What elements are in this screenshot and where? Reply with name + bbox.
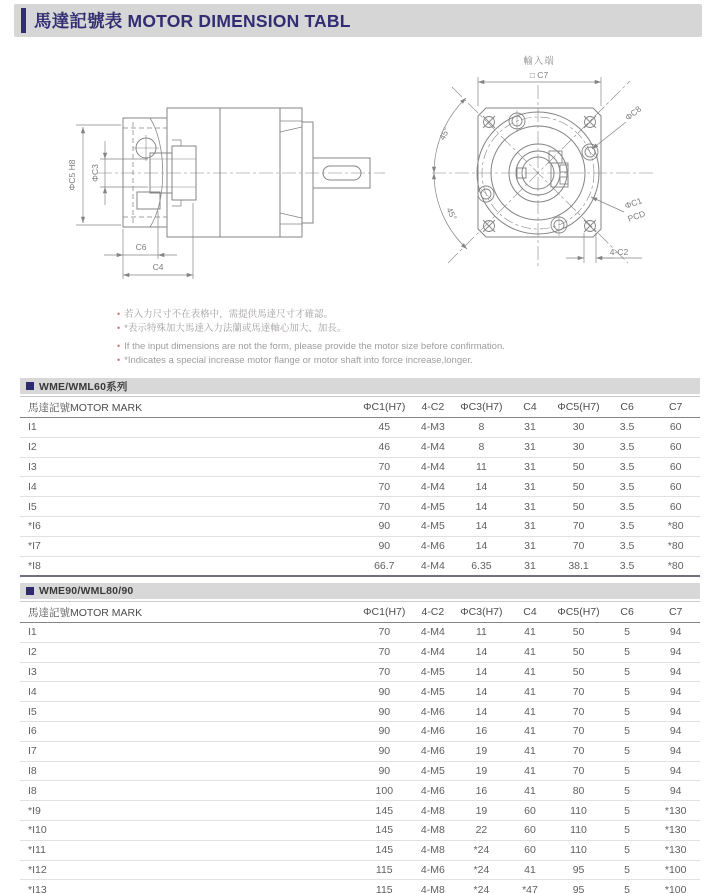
dimension-cell: 60 — [651, 437, 700, 457]
dimension-cell: *47 — [506, 880, 555, 893]
angle-label-upper: 45° — [436, 125, 452, 142]
dimension-cell: 41 — [506, 741, 555, 761]
flange-silhouette-arc — [150, 118, 163, 227]
table-row — [20, 477, 700, 497]
section-title: WME/WML60系列 — [39, 380, 128, 393]
dimension-cell: 3.5 — [603, 437, 652, 457]
dimension-cell: 31 — [506, 497, 555, 517]
dimension-cell: 70 — [360, 662, 409, 682]
note-line — [117, 354, 505, 368]
motor-mark-cell: *I6 — [20, 516, 360, 536]
table-header-row — [20, 602, 700, 623]
table-row — [20, 840, 700, 860]
column-header: 馬達記號MOTOR MARK — [20, 397, 360, 418]
motor-mark-cell: I3 — [20, 662, 360, 682]
dimension-cell: 14 — [457, 662, 506, 682]
motor-mark-cell: I4 — [20, 682, 360, 702]
dimension-cell: 31 — [506, 556, 555, 576]
dimension-cell: 145 — [360, 840, 409, 860]
table-row — [20, 457, 700, 477]
dimension-cell: 70 — [360, 642, 409, 662]
dimension-cell: 3.5 — [603, 556, 652, 576]
dimension-cell: 14 — [457, 642, 506, 662]
note-line — [117, 322, 505, 336]
dimension-cell: 4-M6 — [409, 536, 458, 556]
gear-housing — [167, 108, 280, 237]
dimension-cell: 5 — [603, 781, 652, 801]
dimension-cell: 41 — [506, 702, 555, 722]
note-text: *Indicates a special increase motor flange or motor shaft into force increase,longer. — [124, 354, 473, 366]
dimension-cell: 50 — [554, 477, 603, 497]
dimension-cell: 60 — [506, 820, 555, 840]
dimension-cell: 5 — [603, 761, 652, 781]
dimension-cell: 19 — [457, 761, 506, 781]
dimension-cell: 5 — [603, 840, 652, 860]
dimension-table-wme90-wml80-90 — [20, 601, 700, 893]
dimension-cell: 30 — [554, 418, 603, 438]
dimension-cell: 95 — [554, 860, 603, 880]
end-cap — [302, 122, 313, 223]
dimension-cell: 94 — [651, 721, 700, 741]
dimension-cell: 80 — [554, 781, 603, 801]
dimension-cell: 11 — [457, 457, 506, 477]
section-title: WME90/WML80/90 — [39, 585, 134, 597]
dimension-cell: 90 — [360, 702, 409, 722]
dimension-cell: *130 — [651, 840, 700, 860]
dimension-cell: 70 — [554, 682, 603, 702]
dimension-cell: 4-M4 — [409, 437, 458, 457]
motor-mark-cell: I1 — [20, 623, 360, 643]
dimension-cell: 41 — [506, 721, 555, 741]
table-row — [20, 536, 700, 556]
dimension-cell: 31 — [506, 477, 555, 497]
dimension-cell: 4-M4 — [409, 477, 458, 497]
dimension-cell: 50 — [554, 497, 603, 517]
bullet-icon: • — [117, 354, 121, 365]
dimension-cell: 8 — [457, 418, 506, 438]
dimension-cell: *80 — [651, 516, 700, 536]
dimension-cell: 5 — [603, 623, 652, 643]
dimension-cell: 3.5 — [603, 418, 652, 438]
table-row — [20, 437, 700, 457]
dim-label-c3: ΦC3 — [90, 164, 100, 182]
table-row — [20, 516, 700, 536]
dim-label-c1: ΦC1 — [623, 195, 644, 211]
motor-mark-cell: *I11 — [20, 840, 360, 860]
table-row — [20, 860, 700, 880]
dimension-cell: 4-M8 — [409, 820, 458, 840]
column-header: ΦC1(H7) — [360, 397, 409, 418]
dimension-cell: 14 — [457, 497, 506, 517]
dimension-cell: 41 — [506, 642, 555, 662]
dimension-cell: 5 — [603, 702, 652, 722]
note-line — [117, 340, 505, 354]
dimension-cell: 4-M5 — [409, 682, 458, 702]
motor-mark-cell: I5 — [20, 702, 360, 722]
dimension-cell: 50 — [554, 662, 603, 682]
column-header: C6 — [603, 602, 652, 623]
note-line — [117, 308, 505, 322]
dimension-cell: *24 — [457, 860, 506, 880]
dimension-cell: 4-M8 — [409, 801, 458, 821]
dimension-cell: 31 — [506, 457, 555, 477]
dimension-cell: 100 — [360, 781, 409, 801]
dimension-cell: 41 — [506, 781, 555, 801]
dimension-cell: 70 — [554, 536, 603, 556]
dimension-cell: 5 — [603, 721, 652, 741]
dimension-cell: 31 — [506, 418, 555, 438]
motor-mark-cell: I7 — [20, 741, 360, 761]
lower-screw-block — [137, 192, 160, 209]
dimension-cell: 5 — [603, 741, 652, 761]
input-flange — [123, 118, 167, 227]
square-bullet-icon — [26, 587, 34, 595]
dimension-cell: *130 — [651, 801, 700, 821]
dimension-cell: 4-M4 — [409, 556, 458, 576]
table-row — [20, 781, 700, 801]
dimension-cell: 70 — [360, 497, 409, 517]
motor-mark-cell: I5 — [20, 497, 360, 517]
dimension-cell: 4-M4 — [409, 623, 458, 643]
dimension-cell: *24 — [457, 880, 506, 893]
column-header: 馬達記號MOTOR MARK — [20, 602, 360, 623]
dimension-cell: 14 — [457, 682, 506, 702]
table-section-wme-wml60 — [20, 378, 700, 577]
dimension-cell: 110 — [554, 840, 603, 860]
table-row — [20, 801, 700, 821]
dimension-cell: 90 — [360, 741, 409, 761]
dimension-cell: 4-M5 — [409, 761, 458, 781]
column-header: C7 — [651, 397, 700, 418]
dimension-cell: 110 — [554, 801, 603, 821]
dimension-cell: 8 — [457, 437, 506, 457]
dimension-cell: 4-M5 — [409, 497, 458, 517]
dimension-cell: 5 — [603, 642, 652, 662]
dimension-cell: 145 — [360, 801, 409, 821]
column-header: ΦC3(H7) — [457, 397, 506, 418]
dimension-cell: 110 — [554, 820, 603, 840]
dimension-cell: 60 — [506, 840, 555, 860]
dimension-cell: 5 — [603, 801, 652, 821]
column-header: ΦC1(H7) — [360, 602, 409, 623]
dimension-cell: 70 — [554, 721, 603, 741]
column-header: ΦC5(H7) — [554, 397, 603, 418]
dimension-cell: 115 — [360, 860, 409, 880]
motor-mark-cell: *I7 — [20, 536, 360, 556]
table-row — [20, 623, 700, 643]
dimension-cell: 70 — [360, 623, 409, 643]
dimension-cell: 30 — [554, 437, 603, 457]
dimension-cell: 4-M4 — [409, 457, 458, 477]
dimension-cell: 50 — [554, 457, 603, 477]
motor-mark-cell: *I8 — [20, 556, 360, 576]
dimension-cell: 4-M3 — [409, 418, 458, 438]
dimension-cell: 14 — [457, 702, 506, 722]
dimension-cell: 145 — [360, 820, 409, 840]
motor-mark-cell: *I13 — [20, 880, 360, 893]
motor-mark-cell: I1 — [20, 418, 360, 438]
column-header: C6 — [603, 397, 652, 418]
dimension-cell: 60 — [506, 801, 555, 821]
dimension-cell: 5 — [603, 880, 652, 893]
dimension-cell: 14 — [457, 516, 506, 536]
table-row — [20, 682, 700, 702]
note-text: 若入力尺寸不在表格中，需提供馬達尺寸才確認。 — [124, 309, 334, 320]
dimension-cell: *130 — [651, 820, 700, 840]
dim-label-4c2: 4-C2 — [609, 247, 629, 257]
dimension-cell: 22 — [457, 820, 506, 840]
angle-label-lower: 45° — [444, 205, 460, 222]
dimension-cell: *80 — [651, 536, 700, 556]
dimension-cell: 3.5 — [603, 477, 652, 497]
corner-holes — [483, 116, 596, 232]
dimension-cell: 14 — [457, 477, 506, 497]
dimension-cell: 94 — [651, 781, 700, 801]
table-header-row — [20, 397, 700, 418]
dimension-cell: 41 — [506, 860, 555, 880]
dimension-cell: 4-M4 — [409, 642, 458, 662]
dimension-cell: 70 — [554, 761, 603, 781]
table-row — [20, 662, 700, 682]
page-title-bar — [14, 4, 702, 37]
dimension-cell: 60 — [651, 497, 700, 517]
dimension-cell: 41 — [506, 623, 555, 643]
dim-label-c6: C6 — [135, 242, 147, 252]
bullet-icon: • — [117, 309, 121, 319]
dimension-cell: 90 — [360, 516, 409, 536]
dim-label-c5: ΦC5 H8 — [67, 159, 77, 191]
dimension-cell: 4-M5 — [409, 516, 458, 536]
table-row — [20, 820, 700, 840]
dimension-cell: *24 — [457, 840, 506, 860]
column-header: C4 — [506, 602, 555, 623]
section-header-bar — [20, 583, 700, 599]
column-header: 4-C2 — [409, 397, 458, 418]
dimension-cell: 5 — [603, 682, 652, 702]
dimension-table-wme-wml60 — [20, 396, 700, 577]
dimension-cell: 3.5 — [603, 516, 652, 536]
motor-mark-cell: *I10 — [20, 820, 360, 840]
dimension-cell: 94 — [651, 662, 700, 682]
dimension-cell: 50 — [554, 642, 603, 662]
dimension-cell: 38.1 — [554, 556, 603, 576]
dimension-cell: 19 — [457, 741, 506, 761]
table-row — [20, 721, 700, 741]
dimension-cell: 5 — [603, 860, 652, 880]
dimension-cell: 5 — [603, 662, 652, 682]
dimension-cell: 45 — [360, 418, 409, 438]
dimension-cell: 4-M5 — [409, 662, 458, 682]
column-header: C4 — [506, 397, 555, 418]
page-title: 馬達記號表 MOTOR DIMENSION TABL — [34, 11, 351, 31]
dimension-cell: *100 — [651, 880, 700, 893]
motor-mark-cell: I8 — [20, 761, 360, 781]
dimension-cell: 14 — [457, 536, 506, 556]
front-view-drawing — [432, 81, 654, 269]
dimension-cell: 19 — [457, 801, 506, 821]
dimension-cell: 4-M6 — [409, 741, 458, 761]
dimension-cell: 70 — [554, 702, 603, 722]
dimension-cell: 31 — [506, 516, 555, 536]
dim-label-c7: □ C7 — [529, 70, 549, 80]
label-pcd: PCD — [626, 208, 647, 224]
motor-mark-cell: *I12 — [20, 860, 360, 880]
section-header-bar — [20, 378, 700, 394]
dimension-cell: 50 — [554, 623, 603, 643]
dimension-cell: 70 — [360, 457, 409, 477]
technical-drawing-area — [0, 37, 715, 305]
dimension-cell: 31 — [506, 437, 555, 457]
column-header: ΦC3(H7) — [457, 602, 506, 623]
dimension-cell: 16 — [457, 721, 506, 741]
dimension-cell: 41 — [506, 761, 555, 781]
dimension-cell: *80 — [651, 556, 700, 576]
motor-mark-cell: I2 — [20, 437, 360, 457]
note-text: If the input dimensions are not the form, please provide the motor size before confirmation. — [124, 341, 505, 352]
dimension-cell: 6.35 — [457, 556, 506, 576]
dim-label-c4: C4 — [152, 262, 164, 272]
column-header: C7 — [651, 602, 700, 623]
motor-mark-cell: I4 — [20, 477, 360, 497]
title-accent-bar — [21, 8, 26, 33]
table-row — [20, 880, 700, 893]
square-bullet-icon — [26, 382, 34, 390]
dimension-cell: 46 — [360, 437, 409, 457]
dimension-cell: 41 — [506, 662, 555, 682]
dimension-cell: 70 — [554, 516, 603, 536]
dimension-cell: 95 — [554, 880, 603, 893]
motor-mark-cell: I3 — [20, 457, 360, 477]
dimension-cell: 115 — [360, 880, 409, 893]
dimension-cell: 3.5 — [603, 497, 652, 517]
dimension-cell: 94 — [651, 741, 700, 761]
dimension-cell: 3.5 — [603, 536, 652, 556]
dimension-cell: 90 — [360, 721, 409, 741]
side-view-drawing — [98, 108, 385, 237]
dimension-cell: 3.5 — [603, 457, 652, 477]
dimension-cell: 94 — [651, 761, 700, 781]
table-section-wme90-wml80-90 — [20, 583, 700, 893]
dimension-cell: 94 — [651, 682, 700, 702]
table-row — [20, 556, 700, 576]
dimension-cell: 90 — [360, 536, 409, 556]
motor-mark-cell: I6 — [20, 721, 360, 741]
dimension-cell: 70 — [554, 741, 603, 761]
dimension-cell: *100 — [651, 860, 700, 880]
dimension-cell: 4-M6 — [409, 781, 458, 801]
table-row — [20, 418, 700, 438]
dim-label-c8: ΦC8 — [623, 103, 644, 123]
bullet-icon: • — [117, 322, 121, 333]
dimension-cell: 60 — [651, 477, 700, 497]
dimension-cell: 94 — [651, 642, 700, 662]
bullet-icon: • — [117, 341, 121, 351]
dimension-cell: 60 — [651, 418, 700, 438]
dimension-cell: 94 — [651, 702, 700, 722]
notes-block — [117, 308, 505, 367]
note-text: *表示特殊加大馬達入力法蘭或馬達軸心加大、加長。 — [124, 322, 347, 334]
table-row — [20, 642, 700, 662]
dimension-cell: 90 — [360, 761, 409, 781]
dimension-cell: 66.7 — [360, 556, 409, 576]
dimension-cell: 4-M8 — [409, 880, 458, 893]
dimension-cell: 16 — [457, 781, 506, 801]
front-view-labels — [437, 55, 647, 257]
motor-dimension-drawing — [0, 37, 715, 305]
column-header: ΦC5(H7) — [554, 602, 603, 623]
table-row — [20, 497, 700, 517]
table-row — [20, 702, 700, 722]
dimension-cell: 31 — [506, 536, 555, 556]
dimension-cell: 4-M6 — [409, 860, 458, 880]
motor-adapter — [280, 108, 302, 237]
dimension-cell: 94 — [651, 623, 700, 643]
dimension-cell: 60 — [651, 457, 700, 477]
table-row — [20, 741, 700, 761]
dimension-cell: 4-M6 — [409, 702, 458, 722]
dimension-cell: 4-M8 — [409, 840, 458, 860]
table-row — [20, 761, 700, 781]
motor-mark-cell: *I9 — [20, 801, 360, 821]
dimension-cell: 5 — [603, 820, 652, 840]
dimension-cell: 11 — [457, 623, 506, 643]
motor-mark-cell: I2 — [20, 642, 360, 662]
label-input-end: 輸入端 — [523, 56, 555, 67]
dimension-cell: 4-M6 — [409, 721, 458, 741]
dimension-cell: 70 — [360, 477, 409, 497]
motor-mark-cell: I8 — [20, 781, 360, 801]
dimension-cell: 41 — [506, 682, 555, 702]
column-header: 4-C2 — [409, 602, 458, 623]
dimension-cell: 90 — [360, 682, 409, 702]
